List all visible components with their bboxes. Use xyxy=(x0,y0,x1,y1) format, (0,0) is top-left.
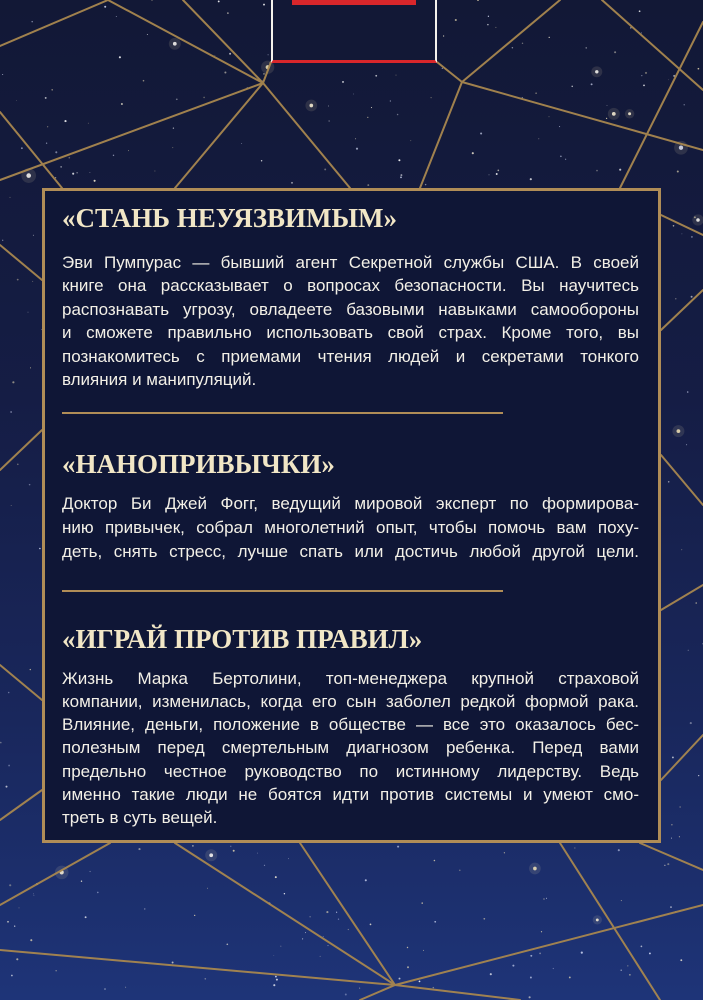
gold-line xyxy=(183,0,263,83)
body-line: книге она рассказывает о вопросах безопасности. Вы научитесь xyxy=(62,276,639,295)
gold-line xyxy=(661,455,703,505)
gold-line xyxy=(0,0,108,46)
section-divider xyxy=(62,590,503,592)
gold-line xyxy=(0,665,42,700)
gold-line xyxy=(263,62,271,83)
gold-line xyxy=(0,430,42,470)
gold-line xyxy=(420,82,462,188)
gold-line xyxy=(0,790,42,820)
gold-line xyxy=(661,735,703,780)
book-title-2: «НАНОПРИВЫЧКИ» xyxy=(62,449,335,479)
gold-line xyxy=(395,985,520,1000)
gold-line xyxy=(620,22,703,188)
body-line: предельно честное руководство по истинному лидерству. Ведь xyxy=(62,761,639,781)
body-line: полезным перед смертельным диагнозом ребенка. Перед вами xyxy=(62,738,639,758)
body-line: именно такие люди не боятся идти против системы и умеют смо- xyxy=(62,784,639,804)
gold-line xyxy=(395,905,703,985)
gold-line xyxy=(661,215,703,235)
gold-line xyxy=(661,290,703,330)
gold-line xyxy=(360,985,395,1000)
gold-line xyxy=(661,585,703,610)
content-panel xyxy=(42,188,661,843)
body-line: Доктор Би Джей Фогг, ведущий мировой эксперт по формирова- xyxy=(62,493,639,513)
gold-line xyxy=(300,843,395,985)
book-description-3 xyxy=(62,667,639,830)
gold-line xyxy=(0,843,110,905)
gold-line xyxy=(0,950,395,985)
body-line: Эви Пумпурас — бывший агент Секретной службы США. В своей xyxy=(62,252,639,272)
body-line: Жизнь Марка Бертолини, топ-менеджера крупной страховой xyxy=(62,668,639,688)
gold-line xyxy=(263,83,350,188)
book-description-2 xyxy=(62,492,639,564)
gold-line xyxy=(602,0,703,90)
body-line: нию привычек, собрал многолетний опыт, чтобы помочь вам поху- xyxy=(62,517,639,537)
top-frame-decoration xyxy=(271,0,437,63)
body-line: распознавать угрозу, овладеете базовыми навыками самообороны xyxy=(62,299,639,319)
gold-line xyxy=(0,245,42,280)
body-line: влияния и манипуляций. xyxy=(62,370,257,389)
section-divider xyxy=(62,412,503,414)
body-line: познакомитесь с приемами чтения людей и секретами тонкого xyxy=(62,346,639,366)
body-line: Влияние, деньги, положение в обществе — все это оказалось бес- xyxy=(62,715,639,735)
body-line: и сможете правильно использовать свой страх. Кроме того, вы xyxy=(62,323,639,342)
body-line: деть, снять стресс, лучше спать или достичь любой другой цели. xyxy=(62,541,639,561)
body-line: компании, изменилась, когда его сын заболел редкой формой рака. xyxy=(62,691,639,711)
top-red-bar xyxy=(292,0,416,5)
gold-line xyxy=(108,0,263,83)
book-title-3: «ИГРАЙ ПРОТИВ ПРАВИЛ» xyxy=(62,624,423,654)
gold-line xyxy=(560,843,660,1000)
gold-line xyxy=(462,0,560,82)
body-line: треть в суть вещей. xyxy=(62,808,218,828)
book-title-1: «СТАНЬ НЕУЯЗВИМЫМ» xyxy=(62,203,397,233)
gold-line xyxy=(437,62,462,82)
book-description-1 xyxy=(62,251,639,392)
gold-line xyxy=(175,843,395,985)
gold-line xyxy=(640,843,703,870)
